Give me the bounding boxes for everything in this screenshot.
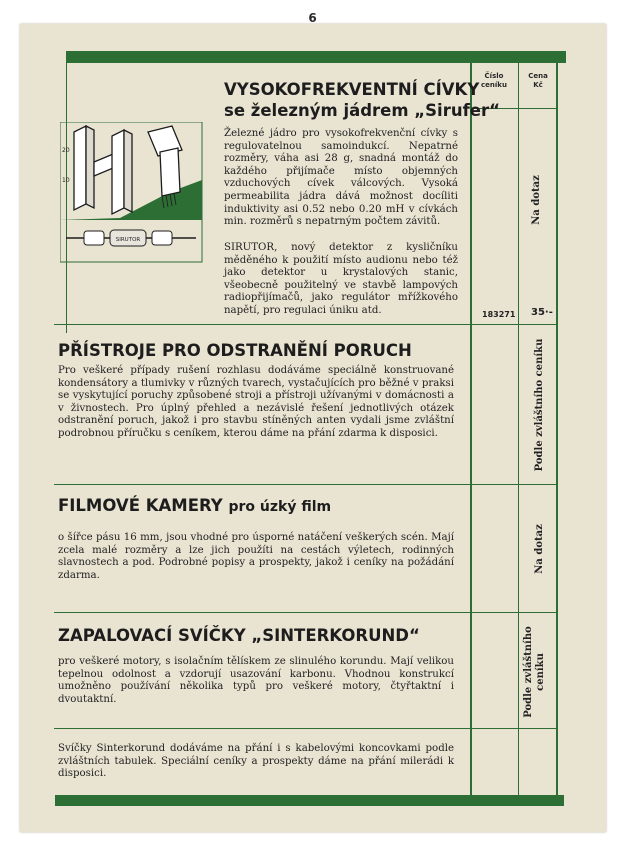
svg-text:20: 20 bbox=[62, 147, 70, 154]
section3-paragraph: o šířce pásu 16 mm, jsou vhodné pro úsporné natáčení veškerých scén. Mají zcela malé rozměry a lze jich použíti na cestách výletech, rodinných slavnostech a pod. Podrobné popisy a prospekty, jakož i ceníky na požádání zdarma. bbox=[58, 532, 454, 581]
section4-footnote: Svíčky Sinterkorund dodáváme na přání i s kabelovými koncovkami podle zvláštních tabulek. Speciální ceníky a prospekty dáme na přání milerádi k disposici. bbox=[58, 743, 454, 780]
section-rule-4 bbox=[54, 728, 557, 729]
section3-title bbox=[58, 496, 331, 515]
price-header: Cena Kč bbox=[528, 72, 548, 89]
catalog-number-header: Číslo ceníku bbox=[481, 72, 507, 89]
price-column-right-rule bbox=[556, 63, 558, 795]
section4-paragraph: pro veškeré motory, s isolačním tělískem ze slinulého korundu. Mají velikou tepelnou odolnost a vzdorují usazování karbonu. Vhodnou konstrukcí umožněno používání několika typů pro veškeré motory, čtyřtaktní i dvoutaktní. bbox=[58, 656, 454, 705]
section4-title: ZAPALOVACÍ SVÍČKY „SINTERKORUND“ bbox=[58, 626, 420, 645]
section2-title: PŘÍSTROJE PRO ODSTRANĚNÍ PORUCH bbox=[58, 341, 412, 360]
section4-price-note bbox=[523, 626, 547, 718]
svg-text:10: 10 bbox=[62, 177, 70, 184]
bottom-green-bar bbox=[55, 795, 564, 806]
section4-price-note-line1: Podle zvláštního bbox=[523, 626, 534, 718]
section1-paragraph-1: Železné jádro pro vysokofrekvenční cívky s regulovatelnou samoindukcí. Nepatrné rozměry, váha asi 28 g, snadná montáž do každého přijímače místo objemných vzduchových cívek válcových. Vysoká permeabilita jádra dává možnost docíliti induktivity asi 0.52 nebo 0.20 mH v cívkách min. rozměrů s nepatrným počtem závitů. bbox=[224, 128, 458, 228]
section2-paragraph: Pro veškeré případy rušení rozhlasu dodáváme speciálně konstruované kondensátory a tlumivky v různých tvarech, vystačujících pro běžné v praksi se vyskytující poruchy způsobené stroji a přístroji užívanými v domácnosti a v živnostech. Pro úplný přehled a nezávislé řešení jednotlivých otázek odstranění poruch, jakož i pro stavbu stíněných anten vydali jsme zvláštní podrobnou příručku s ceníkem, kterou dáme na přání zdarma k disposici. bbox=[58, 365, 454, 439]
page-number: 6 bbox=[308, 11, 317, 25]
coil-illustration bbox=[60, 122, 204, 264]
price-column-left-rule bbox=[518, 63, 519, 795]
section-rule-1 bbox=[54, 324, 557, 325]
section2-price-note: Podle zvláštního ceníku bbox=[534, 338, 545, 472]
section1-catalog-number: 183271 bbox=[482, 310, 516, 319]
section3-title-main: FILMOVÉ KAMERY bbox=[58, 496, 223, 515]
section1-paragraph-2: SIRUTOR, nový detektor z kysličníku měděného k použití místo audionu nebo též jako detektor u krystalových stanic, všeobecně použitelný ve stavbě lampových radiopřijímačů, jako regulátor mřížkového napětí, pro regulaci úniku atd. bbox=[224, 242, 458, 316]
sirutor-label: SIRUTOR bbox=[115, 237, 141, 243]
section4-price-note-line2: ceníku bbox=[535, 653, 546, 691]
section3-title-suffix: pro úzký film bbox=[228, 499, 332, 515]
section3-price-note: Na dotaz bbox=[534, 524, 545, 574]
section1-subtitle: se železným jádrem „Sirufer“ bbox=[224, 101, 500, 120]
section-rule-3 bbox=[54, 612, 557, 613]
section-rule-2 bbox=[54, 484, 557, 485]
section1-price: 35·- bbox=[531, 307, 553, 318]
section1-title: VYSOKOFREKVENTNÍ CÍVKY bbox=[224, 80, 480, 99]
section1-price-note: Na dotaz bbox=[531, 175, 542, 225]
catalog-column-left-rule bbox=[470, 63, 472, 795]
top-green-bar bbox=[66, 51, 566, 63]
